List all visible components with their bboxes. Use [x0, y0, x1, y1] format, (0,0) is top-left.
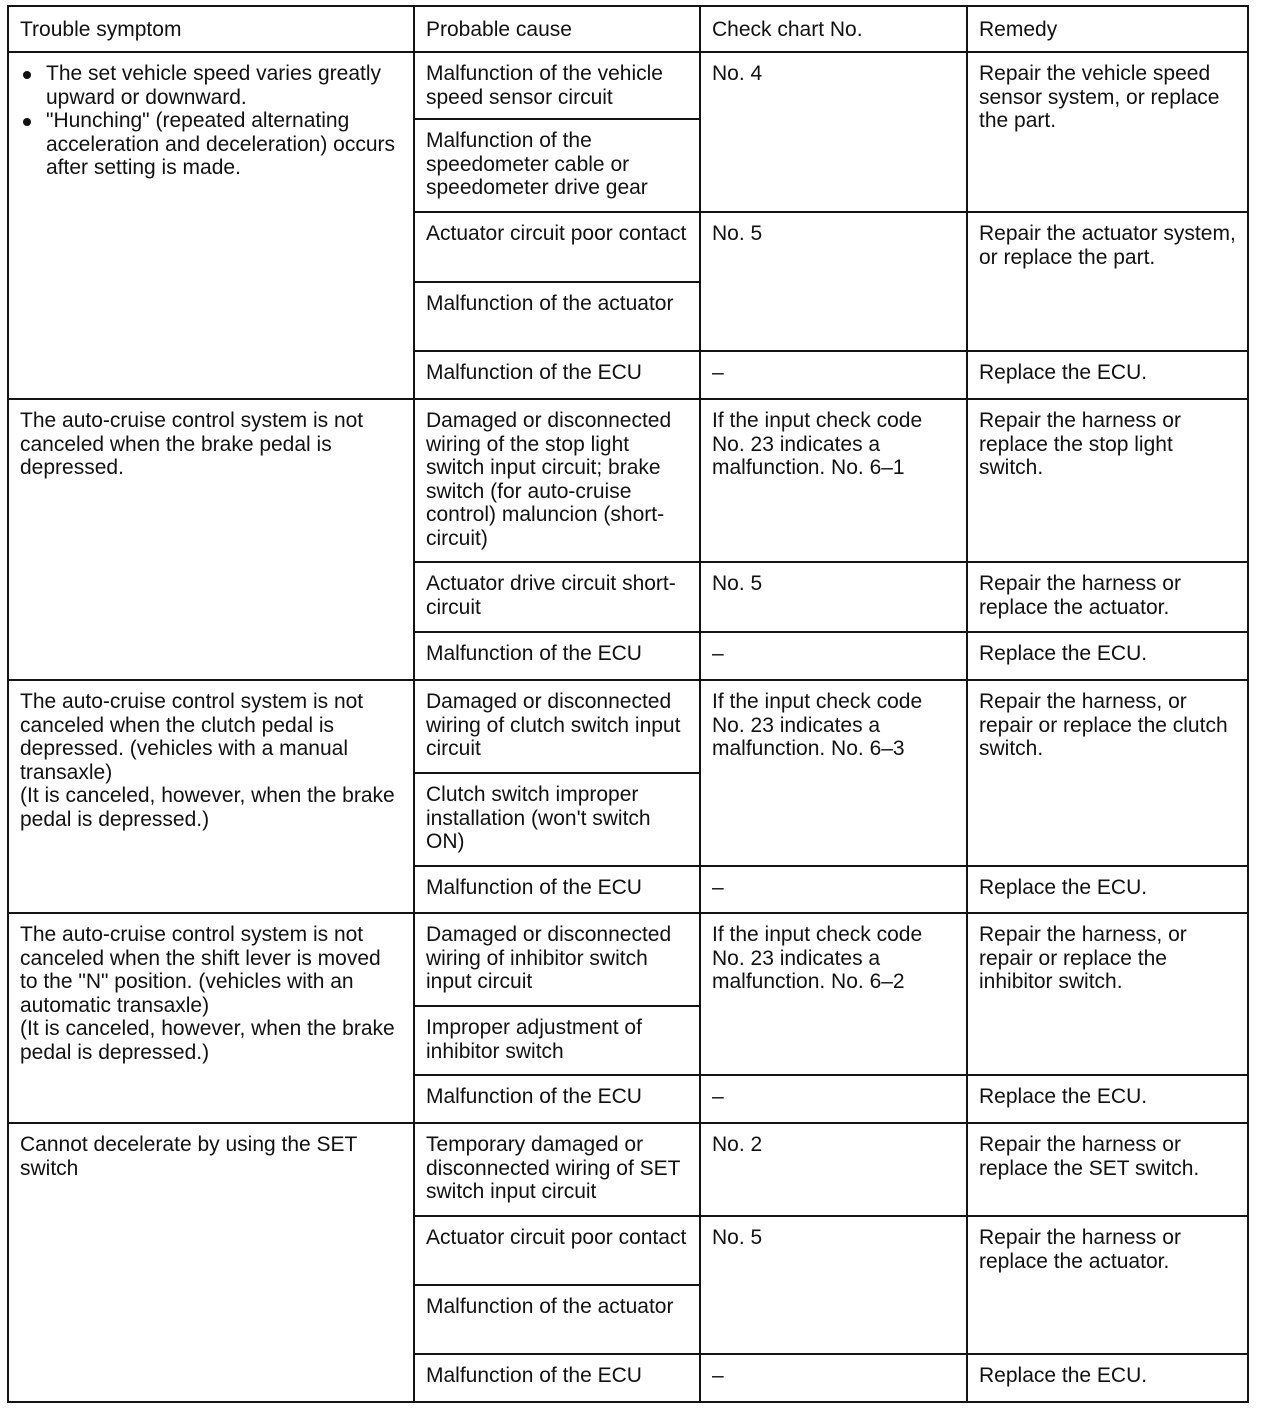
- cause-cell: Temporary damaged or disconnected wiring of SET switch input circuit: [414, 1123, 700, 1216]
- cause-cell: Malfunction of the ECU: [414, 632, 700, 680]
- chart-cell: No. 4: [700, 52, 967, 212]
- chart-cell: If the input check code No. 23 indicates a malfunction. No. 6–1: [700, 399, 967, 562]
- cause-cell: Damaged or disconnected wiring of inhibitor switch input circuit: [414, 913, 700, 1006]
- remedy-cell: Repair the harness or replace the actuator.: [967, 562, 1248, 632]
- chart-cell: –: [700, 351, 967, 399]
- cause-cell: Malfunction of the ECU: [414, 1075, 700, 1123]
- chart-cell: If the input check code No. 23 indicates a malfunction. No. 6–2: [700, 913, 967, 1075]
- chart-cell: If the input check code No. 23 indicates a malfunction. No. 6–3: [700, 680, 967, 866]
- header-probable-cause: Probable cause: [414, 6, 700, 52]
- remedy-cell: Replace the ECU.: [967, 632, 1248, 680]
- cause-cell: Clutch switch improper installation (won't switch ON): [414, 773, 700, 866]
- table-row: [8, 399, 1248, 562]
- cause-cell: Malfunction of the ECU: [414, 351, 700, 399]
- remedy-cell: Replace the ECU.: [967, 351, 1248, 399]
- cause-cell: Damaged or disconnected wiring of the stop light switch input circuit; brake switch (for auto-cruise control) maluncion (short-circuit): [414, 399, 700, 562]
- chart-cell: –: [700, 1075, 967, 1123]
- symptom-note: (It is canceled, however, when the brake pedal is depressed.): [20, 1017, 395, 1064]
- chart-cell: –: [700, 866, 967, 913]
- cause-cell: Damaged or disconnected wiring of clutch switch input circuit: [414, 680, 700, 773]
- header-trouble-symptom: Trouble symptom: [8, 6, 414, 52]
- cause-cell: Malfunction of the ECU: [414, 866, 700, 913]
- symptom-text: Cannot decelerate by using the SET switch: [20, 1133, 357, 1180]
- remedy-cell: Repair the harness or replace the actuator.: [967, 1216, 1248, 1354]
- symptom-bullet-list: [20, 62, 403, 180]
- remedy-cell: Replace the ECU.: [967, 1354, 1248, 1402]
- remedy-cell: Repair the vehicle speed sensor system, or replace the part.: [967, 52, 1248, 212]
- remedy-cell: Replace the ECU.: [967, 1075, 1248, 1123]
- table-row: [8, 680, 1248, 773]
- symptom-text: The auto-cruise control system is not canceled when the clutch pedal is depressed. (vehicles with a manual transaxle): [20, 690, 364, 784]
- symptom-bullet-item: "Hunching" (repeated alternating acceleration and deceleration) occurs after setting is made.: [20, 109, 403, 180]
- header-row: [8, 6, 1248, 52]
- cause-cell: Malfunction of the ECU: [414, 1354, 700, 1402]
- symptom-cell: [8, 680, 414, 913]
- cause-cell: Improper adjustment of inhibitor switch: [414, 1006, 700, 1075]
- cause-cell: Malfunction of the speedometer cable or speedometer drive gear: [414, 119, 700, 212]
- chart-cell: No. 5: [700, 1216, 967, 1354]
- header-check-chart-no: Check chart No.: [700, 6, 967, 52]
- remedy-cell: Replace the ECU.: [967, 866, 1248, 913]
- chart-cell: No. 2: [700, 1123, 967, 1216]
- symptom-cell: [8, 913, 414, 1123]
- troubleshooting-table: [7, 5, 1249, 1403]
- chart-cell: –: [700, 1354, 967, 1402]
- symptom-cell: [8, 52, 414, 399]
- symptom-text: The auto-cruise control system is not canceled when the shift lever is moved to the "N" position. (vehicles with an automatic transaxle): [20, 923, 381, 1017]
- table-row: [8, 913, 1248, 1006]
- remedy-cell: Repair the harness, or repair or replace the clutch switch.: [967, 680, 1248, 866]
- remedy-cell: Repair the harness, or repair or replace the inhibitor switch.: [967, 913, 1248, 1075]
- symptom-cell: [8, 399, 414, 680]
- cause-cell: Malfunction of the vehicle speed sensor circuit: [414, 52, 700, 119]
- remedy-cell: Repair the actuator system, or replace the part.: [967, 212, 1248, 351]
- symptom-cell: [8, 1123, 414, 1402]
- cause-cell: Actuator drive circuit short-circuit: [414, 562, 700, 632]
- chart-cell: No. 5: [700, 212, 967, 351]
- symptom-text: The auto-cruise control system is not canceled when the brake pedal is depressed.: [20, 409, 364, 479]
- symptom-note: (It is canceled, however, when the brake pedal is depressed.): [20, 784, 395, 831]
- header-remedy: Remedy: [967, 6, 1248, 52]
- table-row: [8, 1123, 1248, 1216]
- chart-cell: –: [700, 632, 967, 680]
- chart-cell: No. 5: [700, 562, 967, 632]
- cause-cell: Actuator circuit poor contact: [414, 1216, 700, 1285]
- symptom-bullet-item: The set vehicle speed varies greatly upward or downward.: [20, 62, 403, 109]
- cause-cell: Malfunction of the actuator: [414, 1285, 700, 1354]
- remedy-cell: Repair the harness or replace the stop light switch.: [967, 399, 1248, 562]
- cause-cell: Actuator circuit poor contact: [414, 212, 700, 282]
- table-row: [8, 52, 1248, 119]
- remedy-cell: Repair the harness or replace the SET switch.: [967, 1123, 1248, 1216]
- cause-cell: Malfunction of the actuator: [414, 282, 700, 351]
- troubleshooting-document: [7, 5, 1247, 1403]
